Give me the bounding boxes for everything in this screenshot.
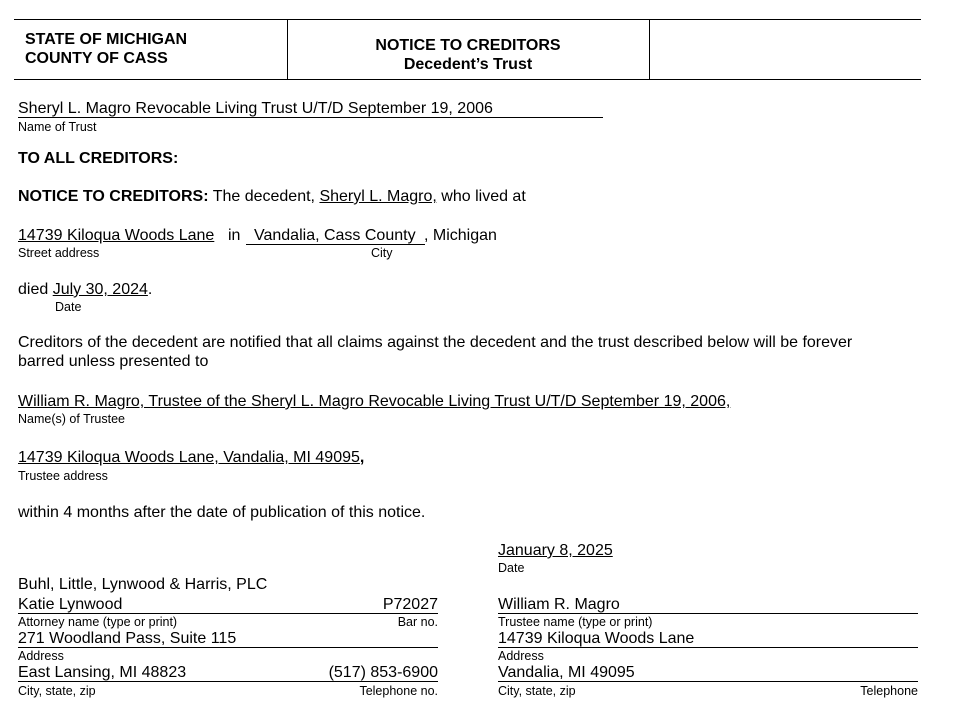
notice-text2: who lived at: [441, 188, 526, 205]
death-date: July 30, 2024: [52, 281, 148, 298]
creditors-line-1: Creditors of the decedent are notified that all claims against the decedent and the trust described below will be forever: [18, 334, 853, 351]
salutation: TO ALL CREDITORS:: [18, 150, 179, 167]
decedent-name: Sheryl L. Magro,: [319, 188, 437, 205]
city-label: City: [371, 246, 393, 260]
creditors-line-2: barred unless presented to: [18, 353, 209, 370]
trustee-names: William R. Magro, Trustee of the Sheryl L. Magro Revocable Living Trust U/T/D September 19, 2006,: [18, 393, 731, 410]
form-title: NOTICE TO CREDITORS: [375, 37, 561, 54]
attorney-address-underline: [18, 647, 438, 648]
signer-city-underline: [498, 681, 918, 682]
notice-line: [18, 188, 526, 206]
death-date-label: Date: [55, 300, 82, 314]
notice-lead: NOTICE TO CREDITORS:: [18, 188, 209, 205]
attorney-city-label: City, state, zip: [18, 684, 96, 698]
signer-address-label: Address: [498, 649, 544, 663]
street-address-label: Street address: [18, 246, 100, 260]
attorney-address: 271 Woodland Pass, Suite 115: [18, 630, 237, 647]
street-address: 14739 Kiloqua Woods Lane: [18, 227, 215, 244]
trustee-address: 14739 Kiloqua Woods Lane, Vandalia, MI 49095: [18, 449, 360, 466]
trust-name: Sheryl L. Magro Revocable Living Trust U/T/D September 19, 2006: [18, 100, 493, 117]
died-line: [18, 281, 152, 299]
signer-name-label: Trustee name (type or print): [498, 615, 653, 629]
death-period: .: [147, 281, 153, 298]
signer-city: Vandalia, MI 49095: [498, 664, 635, 681]
state-value: , Michigan: [424, 227, 497, 244]
trustee-address-label: Trustee address: [18, 469, 108, 483]
attorney-name-underline: [18, 613, 438, 614]
trustee-address-comma: ,: [359, 449, 365, 466]
attorney-phone-label: Telephone no.: [359, 684, 438, 698]
signer-name-underline: [498, 613, 918, 614]
attorney-city-underline: [18, 681, 438, 682]
attorney-bar-label: Bar no.: [397, 615, 438, 629]
attorney-bar-no: P72027: [382, 596, 438, 613]
died-text: died: [18, 281, 49, 298]
attorney-firm: Buhl, Little, Lynwood & Harris, PLC: [18, 576, 268, 593]
notice-text1: The decedent,: [212, 188, 315, 205]
trustee-address-line: [18, 449, 364, 467]
signer-address: 14739 Kiloqua Woods Lane: [498, 630, 695, 647]
city-value: Vandalia, Cass County: [254, 227, 416, 244]
attorney-phone: (517) 853-6900: [328, 664, 438, 681]
address-in: in: [228, 227, 241, 244]
form-subtitle: Decedent’s Trust: [403, 56, 533, 73]
header-bottom-rule: [14, 79, 921, 80]
attorney-name-label: Attorney name (type or print): [18, 615, 178, 629]
attorney-address-label: Address: [18, 649, 64, 663]
state-label: STATE OF MICHIGAN: [25, 31, 188, 48]
attorney-city: East Lansing, MI 48823: [18, 664, 187, 681]
signer-name: William R. Magro: [498, 596, 620, 613]
trust-name-underline: [18, 117, 603, 118]
trust-name-label: Name of Trust: [18, 120, 97, 134]
signer-city-label: City, state, zip: [498, 684, 576, 698]
header-top-rule: [14, 19, 921, 20]
city-underline: [246, 244, 425, 245]
signer-address-underline: [498, 647, 918, 648]
attorney-name: Katie Lynwood: [18, 596, 123, 613]
county-label: COUNTY OF CASS: [25, 50, 168, 67]
signer-phone-label: Telephone: [860, 684, 918, 698]
within-text: within 4 months after the date of publication of this notice.: [18, 504, 426, 521]
signer-date-label: Date: [498, 561, 525, 575]
trustee-names-label: Name(s) of Trustee: [18, 412, 125, 426]
header-divider-right: [649, 19, 650, 79]
signer-date: January 8, 2025: [498, 542, 613, 559]
